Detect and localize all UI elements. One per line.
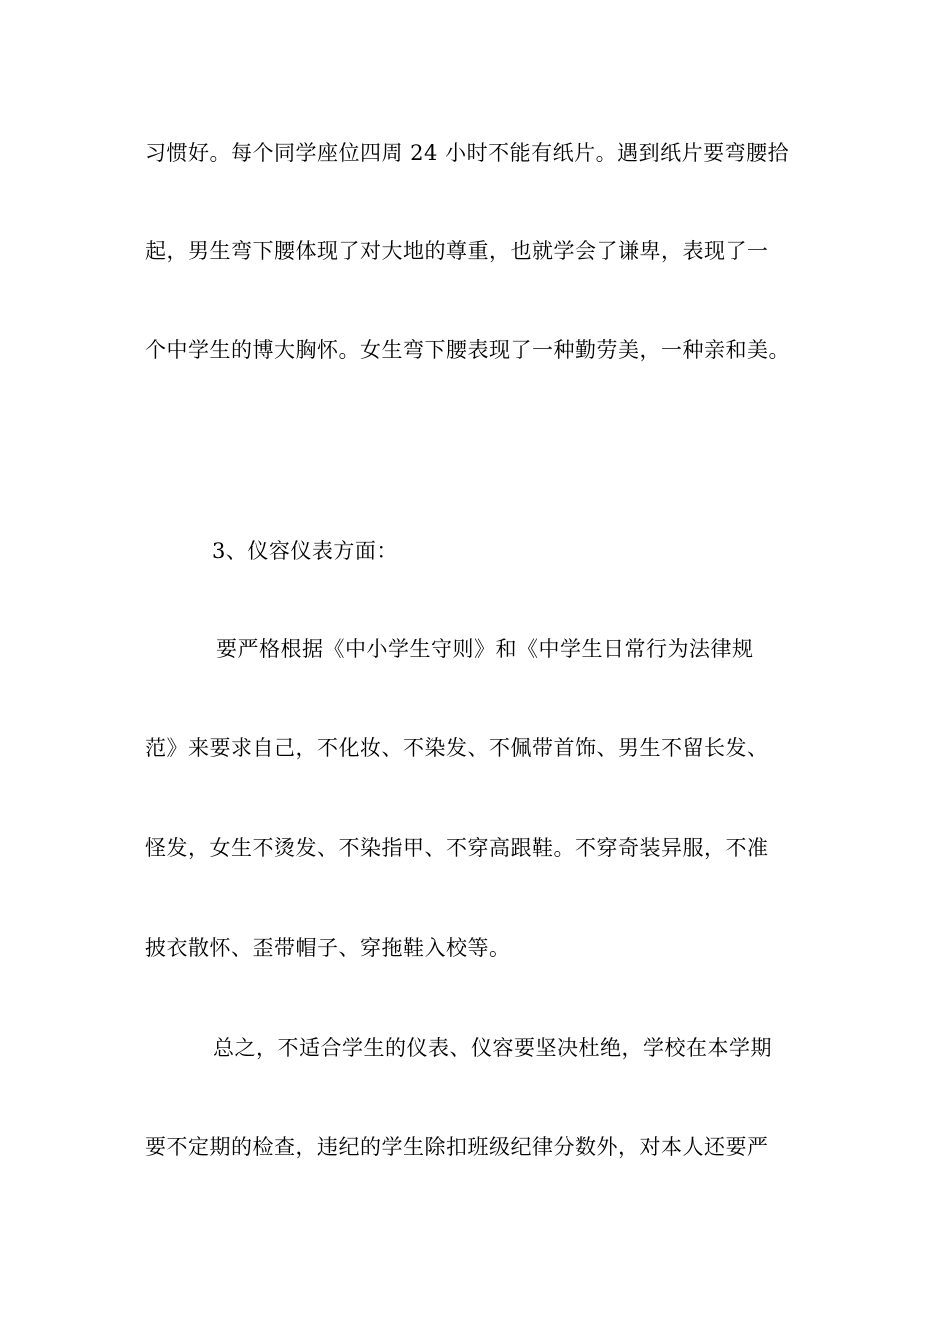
section-heading: 3、仪容仪表方面： [212, 539, 398, 563]
paragraph-line-2: 起，男生弯下腰体现了对大地的尊重，也就学会了谦卑，表现了一 [145, 239, 769, 263]
paragraph-line-7: 怪发，女生不烫发、不染指甲、不穿高跟鞋。不穿奇装异服，不准 [145, 836, 769, 860]
paragraph-line-5: 要严格根据《中小学生守则》和《中学生日常行为法律规 [216, 637, 754, 661]
paragraph-line-9: 总之，不适合学生的仪表、仪容要坚决杜绝，学校在本学期 [213, 1036, 772, 1060]
paragraph-line-1: 习惯好。每个同学座位四周 24 小时不能有纸片。遇到纸片要弯腰拾 [145, 141, 790, 165]
paragraph-line-10: 要不定期的检查，违纪的学生除扣班级纪律分数外，对本人还要严 [145, 1135, 769, 1159]
paragraph-line-8: 披衣散怀、歪带帽子、穿拖鞋入校等。 [145, 936, 511, 960]
paragraph-line-3: 个中学生的博大胸怀。女生弯下腰表现了一种勤劳美，一种亲和美。 [145, 338, 790, 362]
paragraph-line-6: 范》来要求自己，不化妆、不染发、不佩带首饰、男生不留长发、 [145, 736, 769, 760]
